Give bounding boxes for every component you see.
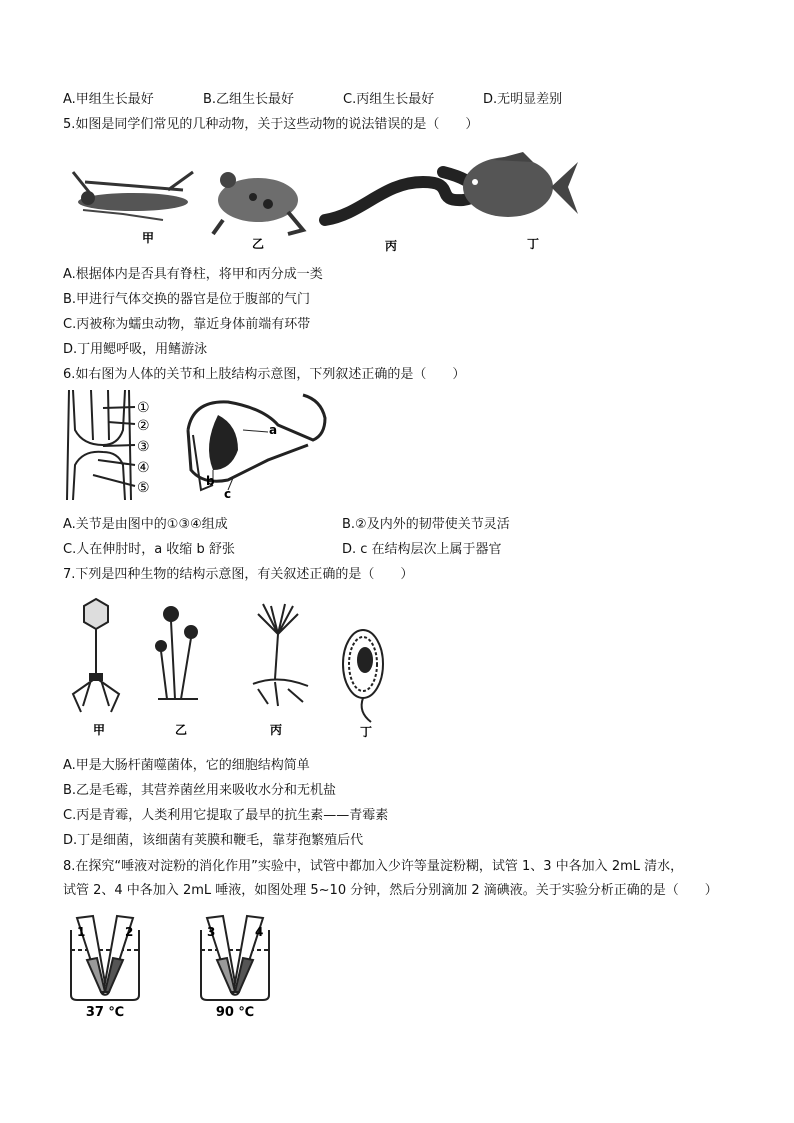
q5-option-a: A.根据体内是否具有脊柱，将甲和丙分成一类 <box>63 267 323 282</box>
q5-label-ding: 丁 <box>526 237 540 251</box>
temp-label-90: 90 ℃ <box>215 1005 255 1020</box>
penicillium-image <box>253 604 308 706</box>
q5-stem: 5.如图是同学们常见的几种动物，关于这些动物的说法错误的是（ ） <box>63 117 479 132</box>
q8-stem-line1: 8.在探究“唾液对淀粉的消化作用”实验中，试管中都加入少许等量淀粉糊，试管 1、3 中各加入 2mL 清水， <box>63 859 684 874</box>
q6-stem: 6.如右图为人体的关节和上肢结构示意图，下列叙述正确的是（ ） <box>63 367 466 382</box>
knee-joint-diagram <box>67 390 135 500</box>
q7-option-a: A.甲是大肠杆菌噬菌体，它的细胞结构简单 <box>63 758 310 773</box>
q7-label-jia: 甲 <box>92 723 106 737</box>
joint-label-1: ① <box>137 400 150 416</box>
q4-option-d: D.无明显差别 <box>483 92 563 107</box>
q4-option-a: A.甲组生长最好 <box>63 92 154 107</box>
q5-label-yi: 乙 <box>251 237 265 251</box>
q6-option-d: D. c 在结构层次上属于器官 <box>342 542 502 557</box>
q5-label-bing: 丙 <box>384 239 398 253</box>
q7-organisms-figure <box>63 594 403 740</box>
q6-option-a: A.关节是由图中的①③④组成 <box>63 517 228 532</box>
q7-option-b: B.乙是毛霉，其营养菌丝用来吸收水分和无机盐 <box>63 783 337 798</box>
earthworm-image <box>325 172 476 220</box>
q7-label-bing: 丙 <box>269 723 283 737</box>
q5-option-b: B.甲进行气体交换的器官是位于腹部的气门 <box>63 292 311 307</box>
joint-label-5: ⑤ <box>137 480 150 496</box>
q7-option-d: D.丁是细菌，该细菌有荚膜和鞭毛，靠芽孢繁殖后代 <box>63 833 364 848</box>
fish-image <box>463 152 578 217</box>
q6-option-c: C.人在伸肘时，a 收缩 b 舒张 <box>63 542 235 557</box>
tube-label-4: 4 <box>255 925 264 939</box>
q4-option-c: C.丙组生长最好 <box>343 92 435 107</box>
frog-image <box>213 172 303 234</box>
q8-test-tubes-figure <box>63 910 283 1020</box>
grasshopper-image <box>73 172 193 220</box>
q8-stem-line2: 试管 2、4 中各加入 2mL 唾液，如图处理 5~10 分钟，然后分别滴加 2 滴碘液。关于实验分析正确的是（ ） <box>63 883 718 898</box>
q7-label-ding: 丁 <box>359 725 373 739</box>
arm-label-b: b <box>206 474 215 488</box>
tube-label-1: 1 <box>77 925 86 939</box>
q5-animals-figure <box>63 142 583 254</box>
q7-label-yi: 乙 <box>174 723 188 737</box>
tube-label-2: 2 <box>125 925 134 939</box>
q5-label-jia: 甲 <box>141 231 155 245</box>
q6-option-b: B.②及内外的韧带使关节灵活 <box>342 517 510 532</box>
bacteriophage-image <box>73 599 119 712</box>
arm-label-c: c <box>224 487 232 501</box>
q5-option-c: C.丙被称为蠕虫动物，靠近身体前端有环带 <box>63 317 311 332</box>
bacterium-image <box>343 630 383 722</box>
q4-option-b: B.乙组生长最好 <box>203 92 295 107</box>
joint-label-4: ④ <box>137 460 150 476</box>
joint-label-2: ② <box>137 418 150 434</box>
q7-option-c: C.丙是青霉，人类利用它提取了最早的抗生素——青霉素 <box>63 808 389 823</box>
mucor-image <box>156 607 198 699</box>
q6-joint-arm-figure <box>63 390 343 502</box>
q5-option-d: D.丁用鳃呼吸，用鳍游泳 <box>63 342 208 357</box>
tube-label-3: 3 <box>207 925 216 939</box>
q7-stem: 7.下列是四种生物的结构示意图，有关叙述正确的是（ ） <box>63 567 414 582</box>
temp-label-37: 37 ℃ <box>85 1005 125 1020</box>
joint-label-3: ③ <box>137 439 150 455</box>
arm-label-a: a <box>269 423 278 437</box>
